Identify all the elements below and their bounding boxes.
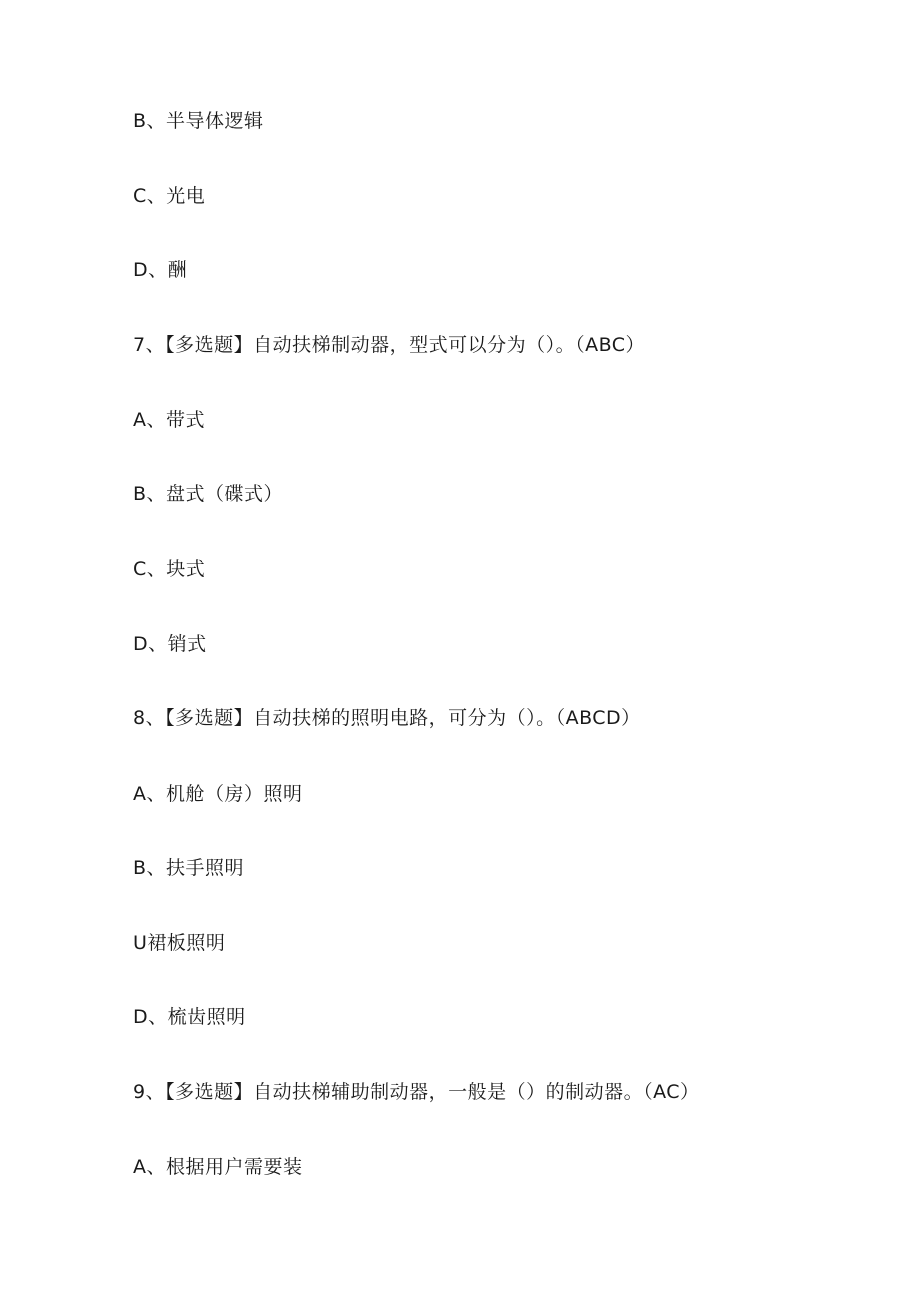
question-7-option-c: C、块式 — [133, 558, 206, 580]
question-8-option-d: D、梳齿照明 — [133, 1006, 246, 1028]
question-9-option-a: A、根据用户需要装 — [133, 1156, 303, 1178]
question-9: 9、【多选题】自动扶梯辅助制动器，一般是（）的制动器。（AC） — [133, 1081, 700, 1103]
option-c-line: C、光电 — [133, 185, 206, 207]
question-8-option-c: U裙板照明 — [133, 932, 226, 954]
question-7-option-d: D、销式 — [133, 633, 207, 655]
option-d-line: D、酬 — [133, 259, 188, 281]
question-8-option-a: A、机舱（房）照明 — [133, 783, 303, 805]
question-8: 8、【多选题】自动扶梯的照明电路，可分为（）。（ABCD） — [133, 707, 641, 729]
question-7-option-b: B、盘式（碟式） — [133, 483, 284, 505]
question-8-option-b: B、扶手照明 — [133, 857, 245, 879]
option-b-line: B、半导体逻辑 — [133, 110, 264, 132]
question-7-option-a: A、带式 — [133, 409, 205, 431]
question-7: 7、【多选题】自动扶梯制动器，型式可以分为（）。（ABC） — [133, 334, 646, 356]
